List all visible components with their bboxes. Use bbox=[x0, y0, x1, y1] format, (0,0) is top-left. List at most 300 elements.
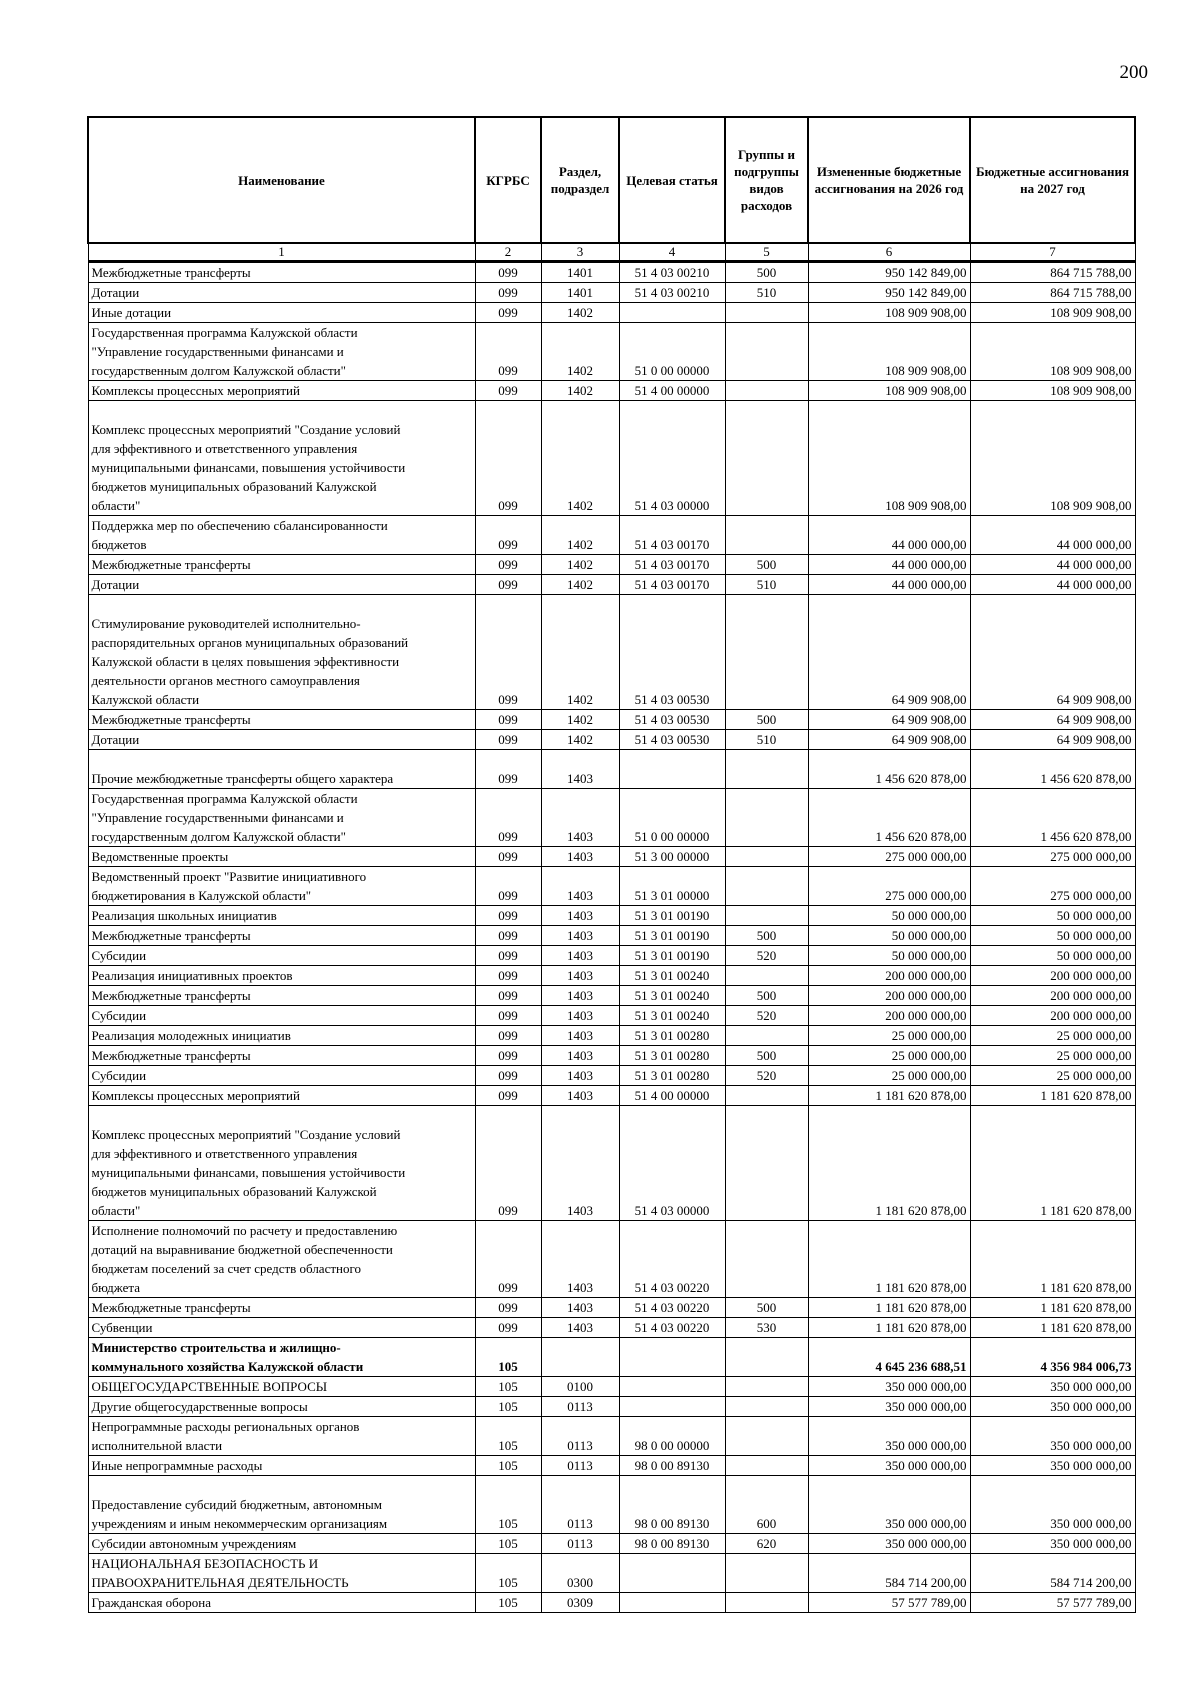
row-amount-2026: 44 000 000,00 bbox=[808, 575, 970, 595]
row-kgrbs: 105 bbox=[475, 1417, 541, 1456]
table-row bbox=[88, 1086, 1135, 1106]
table-row bbox=[88, 555, 1135, 575]
row-expense-group bbox=[725, 1593, 808, 1613]
row-target-article: 51 3 01 00190 bbox=[619, 946, 725, 966]
row-amount-2027: 1 181 620 878,00 bbox=[970, 1318, 1135, 1338]
row-expense-group bbox=[725, 401, 808, 516]
budget-allocation-table bbox=[87, 116, 1136, 1613]
row-expense-group: 530 bbox=[725, 1318, 808, 1338]
row-section: 1403 bbox=[541, 1006, 619, 1026]
table-row bbox=[88, 1554, 1135, 1593]
row-expense-group bbox=[725, 1086, 808, 1106]
row-name: Межбюджетные трансферты bbox=[88, 262, 475, 283]
table-row bbox=[88, 966, 1135, 986]
row-target-article bbox=[619, 1377, 725, 1397]
row-section: 1403 bbox=[541, 847, 619, 867]
row-amount-2027: 584 714 200,00 bbox=[970, 1554, 1135, 1593]
row-amount-2026: 350 000 000,00 bbox=[808, 1534, 970, 1554]
row-kgrbs: 105 bbox=[475, 1338, 541, 1377]
row-target-article bbox=[619, 303, 725, 323]
table-row bbox=[88, 730, 1135, 750]
row-section: 1402 bbox=[541, 401, 619, 516]
row-expense-group: 500 bbox=[725, 262, 808, 283]
row-amount-2027: 864 715 788,00 bbox=[970, 283, 1135, 303]
row-section: 1402 bbox=[541, 595, 619, 710]
row-name: Субсидии автономным учреждениям bbox=[88, 1534, 475, 1554]
row-amount-2027: 1 181 620 878,00 bbox=[970, 1086, 1135, 1106]
row-amount-2026: 350 000 000,00 bbox=[808, 1456, 970, 1476]
row-amount-2026: 44 000 000,00 bbox=[808, 516, 970, 555]
row-section: 1403 bbox=[541, 867, 619, 906]
row-section: 1403 bbox=[541, 1221, 619, 1298]
row-amount-2026: 50 000 000,00 bbox=[808, 926, 970, 946]
table-row bbox=[88, 1476, 1135, 1534]
row-expense-group bbox=[725, 789, 808, 847]
row-section: 1403 bbox=[541, 750, 619, 789]
row-section: 1402 bbox=[541, 575, 619, 595]
row-name: Субсидии bbox=[88, 1006, 475, 1026]
table-row bbox=[88, 1338, 1135, 1377]
row-section: 1403 bbox=[541, 906, 619, 926]
row-kgrbs: 099 bbox=[475, 595, 541, 710]
row-amount-2026: 108 909 908,00 bbox=[808, 303, 970, 323]
table-header-row bbox=[88, 117, 1135, 243]
row-name: Иные непрограммные расходы bbox=[88, 1456, 475, 1476]
row-expense-group bbox=[725, 750, 808, 789]
row-name: Межбюджетные трансферты bbox=[88, 986, 475, 1006]
row-section: 1403 bbox=[541, 1086, 619, 1106]
header-target-article: Целевая статья bbox=[619, 117, 725, 243]
row-name: Непрограммные расходы региональных органов исполнительной власти bbox=[88, 1417, 475, 1456]
row-name: Другие общегосударственные вопросы bbox=[88, 1397, 475, 1417]
row-target-article: 51 4 00 00000 bbox=[619, 381, 725, 401]
row-kgrbs: 099 bbox=[475, 1221, 541, 1298]
row-amount-2027: 108 909 908,00 bbox=[970, 381, 1135, 401]
row-expense-group: 500 bbox=[725, 555, 808, 575]
table-row bbox=[88, 1377, 1135, 1397]
row-target-article: 51 3 01 00240 bbox=[619, 986, 725, 1006]
row-kgrbs: 099 bbox=[475, 867, 541, 906]
row-expense-group bbox=[725, 966, 808, 986]
row-amount-2026: 1 456 620 878,00 bbox=[808, 789, 970, 847]
row-section: 0113 bbox=[541, 1397, 619, 1417]
row-amount-2027: 350 000 000,00 bbox=[970, 1534, 1135, 1554]
row-name: Субвенции bbox=[88, 1318, 475, 1338]
row-name: Министерство строительства и жилищно- коммунального хозяйства Калужской области bbox=[88, 1338, 475, 1377]
table-row bbox=[88, 1046, 1135, 1066]
row-amount-2027: 275 000 000,00 bbox=[970, 847, 1135, 867]
row-amount-2026: 1 181 620 878,00 bbox=[808, 1318, 970, 1338]
table-row bbox=[88, 283, 1135, 303]
row-expense-group bbox=[725, 1026, 808, 1046]
row-section: 1402 bbox=[541, 730, 619, 750]
row-section: 1403 bbox=[541, 926, 619, 946]
column-number: 7 bbox=[970, 243, 1135, 262]
row-amount-2027: 1 456 620 878,00 bbox=[970, 789, 1135, 847]
row-amount-2027: 1 181 620 878,00 bbox=[970, 1298, 1135, 1318]
row-name: Реализация молодежных инициатив bbox=[88, 1026, 475, 1046]
row-kgrbs: 105 bbox=[475, 1377, 541, 1397]
row-kgrbs: 099 bbox=[475, 381, 541, 401]
row-name: Комплексы процессных мероприятий bbox=[88, 381, 475, 401]
row-expense-group bbox=[725, 1221, 808, 1298]
header-section: Раздел, подраздел bbox=[541, 117, 619, 243]
column-number: 5 bbox=[725, 243, 808, 262]
row-amount-2027: 350 000 000,00 bbox=[970, 1476, 1135, 1534]
row-name: Государственная программа Калужской области "Управление государственными финансами и государственным долгом Калужской области" bbox=[88, 789, 475, 847]
row-name: Дотации bbox=[88, 283, 475, 303]
row-amount-2027: 25 000 000,00 bbox=[970, 1046, 1135, 1066]
header-budget-2027: Бюджетные ассигнования на 2027 год bbox=[970, 117, 1135, 243]
row-expense-group: 600 bbox=[725, 1476, 808, 1534]
row-amount-2027: 350 000 000,00 bbox=[970, 1397, 1135, 1417]
row-kgrbs: 099 bbox=[475, 986, 541, 1006]
row-section: 1403 bbox=[541, 789, 619, 847]
row-amount-2027: 350 000 000,00 bbox=[970, 1377, 1135, 1397]
table-row bbox=[88, 1221, 1135, 1298]
table-body bbox=[88, 262, 1135, 1613]
row-name: Ведомственные проекты bbox=[88, 847, 475, 867]
row-target-article: 51 0 00 00000 bbox=[619, 323, 725, 381]
table-row bbox=[88, 1006, 1135, 1026]
row-section: 0113 bbox=[541, 1417, 619, 1456]
row-target-article: 98 0 00 89130 bbox=[619, 1476, 725, 1534]
row-amount-2027: 44 000 000,00 bbox=[970, 555, 1135, 575]
row-amount-2026: 44 000 000,00 bbox=[808, 555, 970, 575]
row-kgrbs: 099 bbox=[475, 401, 541, 516]
row-expense-group: 500 bbox=[725, 926, 808, 946]
row-amount-2026: 275 000 000,00 bbox=[808, 847, 970, 867]
row-name: Ведомственный проект "Развитие инициативного бюджетирования в Калужской области" bbox=[88, 867, 475, 906]
row-amount-2027: 350 000 000,00 bbox=[970, 1417, 1135, 1456]
table-row bbox=[88, 1066, 1135, 1086]
row-amount-2027: 108 909 908,00 bbox=[970, 303, 1135, 323]
row-kgrbs: 099 bbox=[475, 926, 541, 946]
row-target-article: 51 3 01 00190 bbox=[619, 926, 725, 946]
row-kgrbs: 099 bbox=[475, 555, 541, 575]
row-kgrbs: 099 bbox=[475, 906, 541, 926]
row-expense-group bbox=[725, 867, 808, 906]
row-section: 1401 bbox=[541, 283, 619, 303]
row-amount-2026: 50 000 000,00 bbox=[808, 906, 970, 926]
table-row bbox=[88, 1106, 1135, 1221]
row-amount-2026: 108 909 908,00 bbox=[808, 401, 970, 516]
row-kgrbs: 099 bbox=[475, 730, 541, 750]
table-row bbox=[88, 401, 1135, 516]
row-section: 0100 bbox=[541, 1377, 619, 1397]
table-row bbox=[88, 750, 1135, 789]
row-amount-2027: 44 000 000,00 bbox=[970, 575, 1135, 595]
row-kgrbs: 099 bbox=[475, 1046, 541, 1066]
row-target-article: 51 4 03 00170 bbox=[619, 575, 725, 595]
row-kgrbs: 099 bbox=[475, 303, 541, 323]
column-numbers-row bbox=[88, 243, 1135, 262]
row-amount-2026: 350 000 000,00 bbox=[808, 1377, 970, 1397]
row-amount-2027: 200 000 000,00 bbox=[970, 1006, 1135, 1026]
row-target-article: 98 0 00 00000 bbox=[619, 1417, 725, 1456]
table-row bbox=[88, 986, 1135, 1006]
table-row bbox=[88, 946, 1135, 966]
row-amount-2027: 44 000 000,00 bbox=[970, 516, 1135, 555]
row-amount-2027: 108 909 908,00 bbox=[970, 401, 1135, 516]
row-target-article: 51 3 01 00280 bbox=[619, 1046, 725, 1066]
row-target-article bbox=[619, 1593, 725, 1613]
row-section: 1403 bbox=[541, 966, 619, 986]
row-kgrbs: 099 bbox=[475, 966, 541, 986]
row-expense-group: 500 bbox=[725, 1298, 808, 1318]
row-section: 0113 bbox=[541, 1476, 619, 1534]
table-row bbox=[88, 1456, 1135, 1476]
row-amount-2027: 108 909 908,00 bbox=[970, 323, 1135, 381]
row-name: Межбюджетные трансферты bbox=[88, 555, 475, 575]
row-amount-2026: 200 000 000,00 bbox=[808, 986, 970, 1006]
row-kgrbs: 105 bbox=[475, 1534, 541, 1554]
row-expense-group bbox=[725, 1417, 808, 1456]
row-section: 1403 bbox=[541, 1046, 619, 1066]
row-amount-2026: 64 909 908,00 bbox=[808, 730, 970, 750]
row-amount-2026: 25 000 000,00 bbox=[808, 1066, 970, 1086]
row-expense-group bbox=[725, 906, 808, 926]
row-amount-2027: 50 000 000,00 bbox=[970, 946, 1135, 966]
row-target-article bbox=[619, 1554, 725, 1593]
row-expense-group bbox=[725, 1554, 808, 1593]
column-number: 2 bbox=[475, 243, 541, 262]
row-section: 1402 bbox=[541, 303, 619, 323]
row-target-article: 51 3 01 00280 bbox=[619, 1026, 725, 1046]
table-row bbox=[88, 1397, 1135, 1417]
table-row bbox=[88, 710, 1135, 730]
column-number: 6 bbox=[808, 243, 970, 262]
row-target-article: 51 3 00 00000 bbox=[619, 847, 725, 867]
row-kgrbs: 099 bbox=[475, 946, 541, 966]
row-amount-2026: 108 909 908,00 bbox=[808, 381, 970, 401]
table-row bbox=[88, 575, 1135, 595]
row-target-article: 98 0 00 89130 bbox=[619, 1456, 725, 1476]
row-section: 1402 bbox=[541, 381, 619, 401]
table-row bbox=[88, 381, 1135, 401]
row-expense-group bbox=[725, 323, 808, 381]
row-section: 1403 bbox=[541, 1318, 619, 1338]
table-row bbox=[88, 595, 1135, 710]
row-kgrbs: 099 bbox=[475, 750, 541, 789]
row-name: Межбюджетные трансферты bbox=[88, 1046, 475, 1066]
row-section: 0113 bbox=[541, 1534, 619, 1554]
row-amount-2026: 200 000 000,00 bbox=[808, 966, 970, 986]
row-amount-2027: 275 000 000,00 bbox=[970, 867, 1135, 906]
row-target-article: 51 3 01 00280 bbox=[619, 1066, 725, 1086]
row-target-article: 51 3 01 00190 bbox=[619, 906, 725, 926]
row-amount-2027: 200 000 000,00 bbox=[970, 986, 1135, 1006]
row-target-article: 51 4 03 00170 bbox=[619, 516, 725, 555]
row-name: Предоставление субсидий бюджетным, автономным учреждениям и иным некоммерческим организациям bbox=[88, 1476, 475, 1534]
row-kgrbs: 099 bbox=[475, 575, 541, 595]
row-amount-2026: 584 714 200,00 bbox=[808, 1554, 970, 1593]
row-name: Гражданская оборона bbox=[88, 1593, 475, 1613]
row-name: Субсидии bbox=[88, 1066, 475, 1086]
row-target-article: 51 3 01 00240 bbox=[619, 966, 725, 986]
table-row bbox=[88, 303, 1135, 323]
row-amount-2026: 1 181 620 878,00 bbox=[808, 1086, 970, 1106]
row-kgrbs: 099 bbox=[475, 710, 541, 730]
table-row bbox=[88, 516, 1135, 555]
row-name: Субсидии bbox=[88, 946, 475, 966]
row-name: Реализация школьных инициатив bbox=[88, 906, 475, 926]
header-expense-groups: Группы и подгруппы видов расходов bbox=[725, 117, 808, 243]
row-amount-2027: 25 000 000,00 bbox=[970, 1026, 1135, 1046]
row-expense-group: 500 bbox=[725, 986, 808, 1006]
row-target-article bbox=[619, 1397, 725, 1417]
row-amount-2026: 1 456 620 878,00 bbox=[808, 750, 970, 789]
row-expense-group: 500 bbox=[725, 1046, 808, 1066]
row-kgrbs: 099 bbox=[475, 323, 541, 381]
row-target-article bbox=[619, 750, 725, 789]
row-expense-group: 520 bbox=[725, 946, 808, 966]
row-name: Межбюджетные трансферты bbox=[88, 1298, 475, 1318]
row-name: Государственная программа Калужской области "Управление государственными финансами и государственным долгом Калужской области" bbox=[88, 323, 475, 381]
row-section: 1403 bbox=[541, 946, 619, 966]
row-amount-2027: 200 000 000,00 bbox=[970, 966, 1135, 986]
row-kgrbs: 099 bbox=[475, 283, 541, 303]
row-amount-2026: 108 909 908,00 bbox=[808, 323, 970, 381]
header-changed-2026: Измененные бюджетные ассигнования на 2026 год bbox=[808, 117, 970, 243]
table-row bbox=[88, 262, 1135, 283]
row-expense-group: 510 bbox=[725, 283, 808, 303]
row-kgrbs: 099 bbox=[475, 1106, 541, 1221]
row-kgrbs: 099 bbox=[475, 1006, 541, 1026]
row-name: Иные дотации bbox=[88, 303, 475, 323]
row-kgrbs: 105 bbox=[475, 1554, 541, 1593]
row-amount-2026: 350 000 000,00 bbox=[808, 1397, 970, 1417]
row-section: 0309 bbox=[541, 1593, 619, 1613]
row-expense-group: 520 bbox=[725, 1006, 808, 1026]
row-expense-group bbox=[725, 1106, 808, 1221]
row-target-article: 51 4 03 00530 bbox=[619, 710, 725, 730]
row-amount-2027: 4 356 984 006,73 bbox=[970, 1338, 1135, 1377]
row-name: Поддержка мер по обеспечению сбалансированности бюджетов bbox=[88, 516, 475, 555]
row-name: Стимулирование руководителей исполнительно- распорядительных органов муниципальных образований Калужской области в целях повышения эффективности деятельности органов местного самоуправления Калужской области bbox=[88, 595, 475, 710]
row-kgrbs: 099 bbox=[475, 1086, 541, 1106]
row-target-article bbox=[619, 1338, 725, 1377]
row-amount-2027: 350 000 000,00 bbox=[970, 1456, 1135, 1476]
row-amount-2026: 50 000 000,00 bbox=[808, 946, 970, 966]
row-amount-2027: 1 456 620 878,00 bbox=[970, 750, 1135, 789]
row-name: Межбюджетные трансферты bbox=[88, 926, 475, 946]
row-amount-2026: 25 000 000,00 bbox=[808, 1026, 970, 1046]
row-name: Комплексы процессных мероприятий bbox=[88, 1086, 475, 1106]
row-amount-2027: 864 715 788,00 bbox=[970, 262, 1135, 283]
row-kgrbs: 105 bbox=[475, 1456, 541, 1476]
row-amount-2027: 57 577 789,00 bbox=[970, 1593, 1135, 1613]
row-expense-group: 520 bbox=[725, 1066, 808, 1086]
page-number: 200 bbox=[1119, 62, 1148, 83]
table-row bbox=[88, 906, 1135, 926]
row-target-article: 51 4 03 00220 bbox=[619, 1221, 725, 1298]
row-section: 1403 bbox=[541, 1066, 619, 1086]
row-expense-group bbox=[725, 595, 808, 710]
column-number: 3 bbox=[541, 243, 619, 262]
row-amount-2027: 1 181 620 878,00 bbox=[970, 1221, 1135, 1298]
row-amount-2026: 350 000 000,00 bbox=[808, 1476, 970, 1534]
row-kgrbs: 099 bbox=[475, 262, 541, 283]
row-section: 1402 bbox=[541, 516, 619, 555]
row-amount-2026: 25 000 000,00 bbox=[808, 1046, 970, 1066]
row-target-article: 51 4 03 00170 bbox=[619, 555, 725, 575]
row-amount-2026: 275 000 000,00 bbox=[808, 867, 970, 906]
column-number: 1 bbox=[88, 243, 475, 262]
table-row bbox=[88, 1298, 1135, 1318]
table-row bbox=[88, 1026, 1135, 1046]
row-amount-2027: 25 000 000,00 bbox=[970, 1066, 1135, 1086]
row-target-article: 51 3 01 00000 bbox=[619, 867, 725, 906]
table-row bbox=[88, 867, 1135, 906]
row-expense-group bbox=[725, 1338, 808, 1377]
row-kgrbs: 099 bbox=[475, 1026, 541, 1046]
row-section: 0113 bbox=[541, 1456, 619, 1476]
row-expense-group bbox=[725, 381, 808, 401]
row-amount-2027: 64 909 908,00 bbox=[970, 710, 1135, 730]
row-amount-2026: 1 181 620 878,00 bbox=[808, 1298, 970, 1318]
header-name: Наименование bbox=[88, 117, 475, 243]
table-row bbox=[88, 323, 1135, 381]
row-name: Реализация инициативных проектов bbox=[88, 966, 475, 986]
row-section: 1403 bbox=[541, 1298, 619, 1318]
row-kgrbs: 099 bbox=[475, 789, 541, 847]
row-name: Прочие межбюджетные трансферты общего характера bbox=[88, 750, 475, 789]
row-kgrbs: 105 bbox=[475, 1397, 541, 1417]
row-section: 1402 bbox=[541, 555, 619, 575]
row-expense-group bbox=[725, 1397, 808, 1417]
row-target-article: 51 4 03 00000 bbox=[619, 401, 725, 516]
row-amount-2027: 64 909 908,00 bbox=[970, 730, 1135, 750]
row-name: Дотации bbox=[88, 730, 475, 750]
table-row bbox=[88, 1417, 1135, 1456]
row-section: 1402 bbox=[541, 710, 619, 730]
row-section: 1403 bbox=[541, 1026, 619, 1046]
row-kgrbs: 099 bbox=[475, 1066, 541, 1086]
row-name: Межбюджетные трансферты bbox=[88, 710, 475, 730]
row-target-article: 51 4 03 00530 bbox=[619, 595, 725, 710]
row-amount-2026: 57 577 789,00 bbox=[808, 1593, 970, 1613]
row-amount-2027: 64 909 908,00 bbox=[970, 595, 1135, 710]
row-amount-2026: 200 000 000,00 bbox=[808, 1006, 970, 1026]
row-target-article: 51 0 00 00000 bbox=[619, 789, 725, 847]
table-row bbox=[88, 1318, 1135, 1338]
row-amount-2026: 1 181 620 878,00 bbox=[808, 1221, 970, 1298]
row-kgrbs: 099 bbox=[475, 847, 541, 867]
table-row bbox=[88, 926, 1135, 946]
row-name: Дотации bbox=[88, 575, 475, 595]
row-kgrbs: 099 bbox=[475, 1298, 541, 1318]
row-section: 1401 bbox=[541, 262, 619, 283]
header-kgrbs: КГРБС bbox=[475, 117, 541, 243]
row-target-article: 51 4 03 00220 bbox=[619, 1298, 725, 1318]
row-name: Комплекс процессных мероприятий "Создание условий для эффективного и ответственного управления муниципальными финансами, повышения устойчивости бюджетов муниципальных образований Калужской области" bbox=[88, 401, 475, 516]
row-section: 1403 bbox=[541, 1106, 619, 1221]
row-amount-2026: 950 142 849,00 bbox=[808, 283, 970, 303]
row-expense-group bbox=[725, 1377, 808, 1397]
row-target-article: 51 3 01 00240 bbox=[619, 1006, 725, 1026]
row-amount-2027: 1 181 620 878,00 bbox=[970, 1106, 1135, 1221]
row-target-article: 51 4 03 00210 bbox=[619, 283, 725, 303]
row-expense-group bbox=[725, 303, 808, 323]
row-expense-group bbox=[725, 516, 808, 555]
row-name: НАЦИОНАЛЬНАЯ БЕЗОПАСНОСТЬ И ПРАВООХРАНИТЕЛЬНАЯ ДЕЯТЕЛЬНОСТЬ bbox=[88, 1554, 475, 1593]
row-amount-2026: 1 181 620 878,00 bbox=[808, 1106, 970, 1221]
row-name: Исполнение полномочий по расчету и предоставлению дотаций на выравнивание бюджетной обеспеченности бюджетам поселений за счет средств областного бюджета bbox=[88, 1221, 475, 1298]
row-section: 1403 bbox=[541, 986, 619, 1006]
row-expense-group bbox=[725, 847, 808, 867]
row-section: 1402 bbox=[541, 323, 619, 381]
